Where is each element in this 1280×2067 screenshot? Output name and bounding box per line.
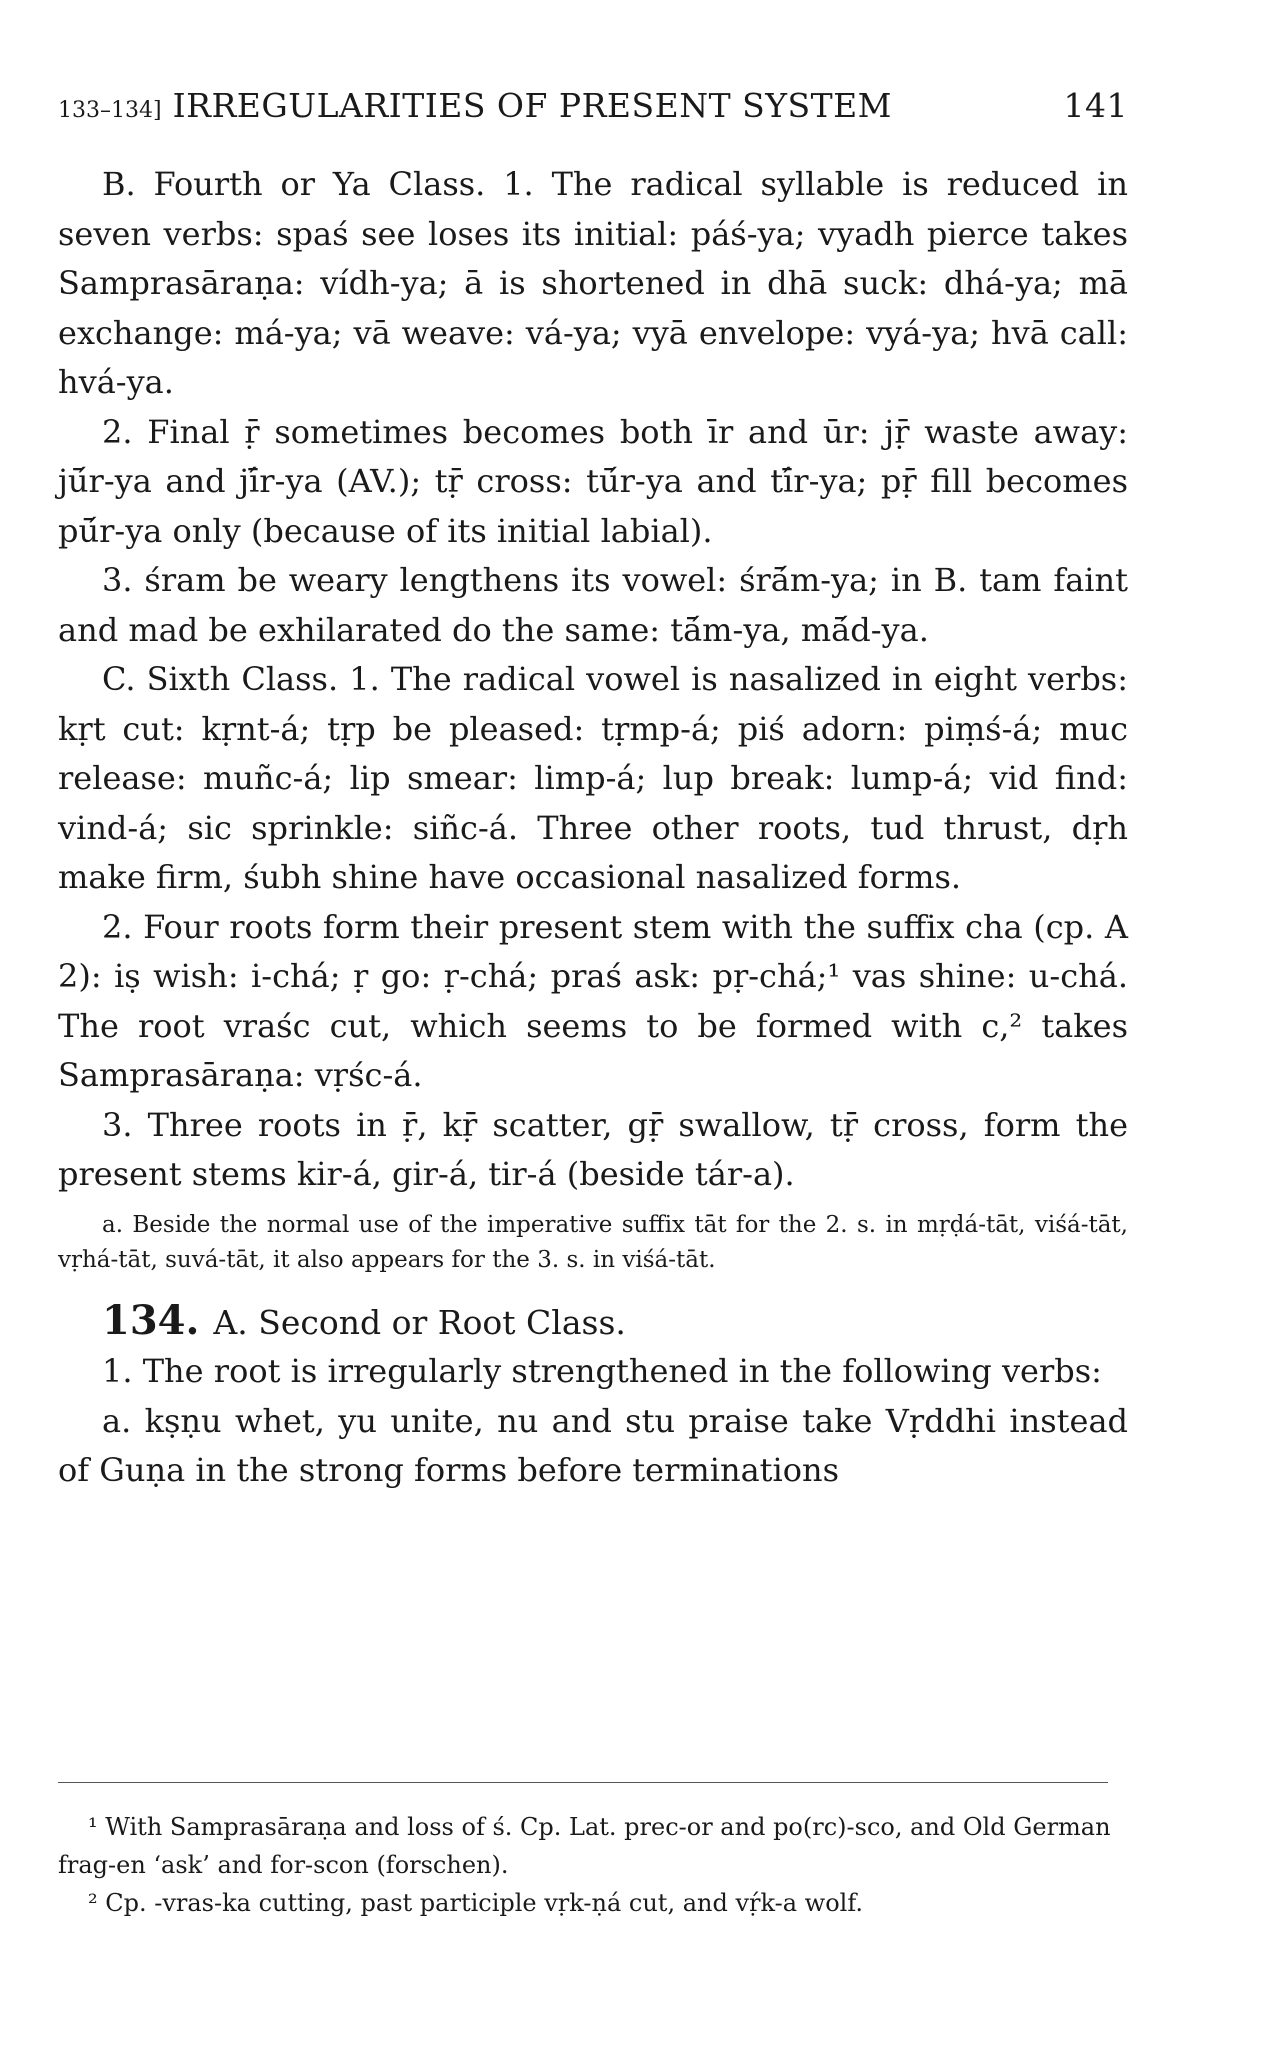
section-number: 134. bbox=[102, 1296, 200, 1344]
paragraph-sixth-class-1: C. Sixth Class. 1. The radical vowel is nasalized in eight verbs: kṛt cut: kṛnt-á; tṛp be pleased: tṛmp-á; piś adorn: piṃś-á; muc release: muñc-á; lip smear: limp-á; lup break: lump-á; vid find: vind-á; sic sprinkle: siñc-á. Three other roots, tud thrust, dṛh make firm, śubh shine have occasional nasalized forms. bbox=[58, 660, 1128, 896]
running-title: IRREGULARITIES OF PRESENT SYSTEM bbox=[172, 86, 892, 125]
paragraph-fourth-class-3: 3. śram be weary lengthens its vowel: śrā́m-ya; in B. tam faint and mad be exhilarated do the same: tā́m-ya, mā́d-ya. bbox=[58, 561, 1128, 649]
section-title: A. Second or Root Class. bbox=[213, 1302, 626, 1342]
footnote-2: ² Cp. -vras-ka cutting, past participle vṛk-ṇá cut, and vṛ́k-a wolf. bbox=[88, 1889, 863, 1917]
page-number: 141 bbox=[1063, 86, 1128, 125]
small-print-note: a. Beside the normal use of the imperative suffix tāt for the 2. s. in mṛḍá-tāt, viśá-tāt, vṛhá-tāt, suvá-tāt, it also appears for the 3. s. in viśá-tāt. bbox=[58, 1211, 1128, 1273]
running-header bbox=[58, 86, 1128, 125]
paragraph-fourth-class-1: B. Fourth or Ya Class. 1. The radical syllable is reduced in seven verbs: spaś see loses its initial: páś-ya; vyadh pierce takes Samprasāraṇa: vídh-ya; ā is shortened in dhā suck: dhá-ya; mā exchange: má-ya; vā weave: vá-ya; vyā envelope: vyá-ya; hvā call: hvá-ya. bbox=[58, 165, 1128, 401]
footnotes bbox=[58, 1808, 1128, 1922]
section-134-heading bbox=[58, 1296, 1128, 1348]
paragraph-root-class-1: 1. The root is irregularly strengthened in the following verbs: bbox=[102, 1352, 1102, 1390]
footnote-1: ¹ With Samprasāraṇa and loss of ś. Cp. Lat. prec-or and po(rc)-sco, and Old German frag-en ‘ask’ and for-scon (forschen). bbox=[58, 1813, 1111, 1879]
footnote-divider bbox=[58, 1782, 1108, 1783]
paragraph-sixth-class-2: 2. Four roots form their present stem with the suffix cha (cp. A 2): iṣ wish: i-chá; ṛ go: ṛ-chá; praś ask: pṛ-chá;¹ vas shine: u-chá. The root vraśc cut, which seems to be formed with c,² takes Samprasāraṇa: vṛśc-á. bbox=[58, 907, 1128, 1094]
paragraph-sixth-class-3: 3. Three roots in ṝ, kṝ scatter, gṝ swallow, tṝ cross, form the present stems kir-á, gir-á, tir-á (beside tár-a). bbox=[58, 1105, 1128, 1193]
paragraph-fourth-class-2: 2. Final ṝ sometimes becomes both īr and ūr: jṝ waste away: jū́r-ya and jī́r-ya (AV.); tṝ cross: tū́r-ya and tī́r-ya; pṝ fill becomes pū́r-ya only (because of its initial labial). bbox=[58, 412, 1128, 550]
paragraph-root-class-a: a. kṣṇu whet, yu unite, nu and stu praise take Vṛddhi instead of Guṇa in the strong forms before terminations bbox=[58, 1401, 1128, 1489]
main-text bbox=[58, 160, 1128, 1496]
section-range: 133–134] bbox=[58, 98, 162, 123]
